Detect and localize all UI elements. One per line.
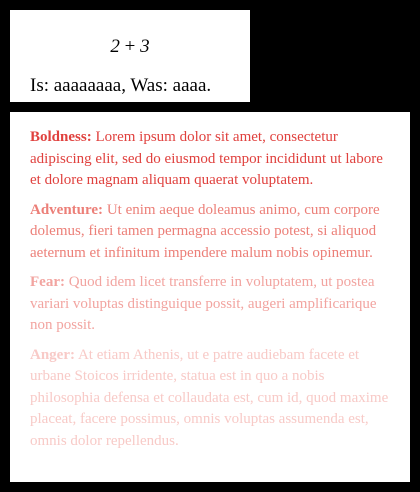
paragraph-fear	[30, 272, 396, 337]
paragraph-body: Ut enim aeque doleamus animo, cum corpore dolemus, fieri tamen permagna accessio potest, si aliquod aeternum et infinitum impendere malum nobis opinemur.	[30, 201, 380, 261]
paragraph-body: At etiam Athenis, ut e patre audiebam facete et urbane Stoicos irridente, statua est in quo a nobis philosophia defensa et collaudata est, cum id, quod maxime placeat, facere possimus, omnis voluptas assumenda est, omnis dolor repellendus.	[30, 346, 389, 449]
paragraph-list	[30, 127, 396, 460]
formula-operator: +	[124, 36, 136, 57]
text-panel	[10, 112, 410, 482]
paragraph-label: Anger:	[30, 346, 75, 363]
paragraph-adventure	[30, 200, 396, 265]
paragraph-body: Quod idem licet transferre in voluptatem, ut postea variari voluptas distinguique possit, augeri amplificarique non possit.	[30, 274, 377, 333]
paragraph-label: Adventure:	[30, 201, 104, 218]
formula-left-operand: 2	[110, 36, 120, 57]
paragraph-label: Fear:	[30, 274, 65, 290]
paragraph-anger	[30, 345, 396, 453]
formula-right-operand: 3	[140, 36, 150, 57]
formula-panel	[10, 10, 250, 102]
paragraph-body: Lorem ipsum dolor sit amet, consectetur adipiscing elit, sed do eiusmod tempor incididunt ut labore et dolore magnam aliquam quaerat voluptatem.	[30, 129, 383, 188]
paragraph-boldness	[30, 127, 396, 192]
paragraph-label: Boldness:	[30, 129, 92, 145]
math-expression	[10, 36, 250, 58]
status-text: Is: aaaaaaaa, Was: aaaa.	[30, 75, 212, 96]
